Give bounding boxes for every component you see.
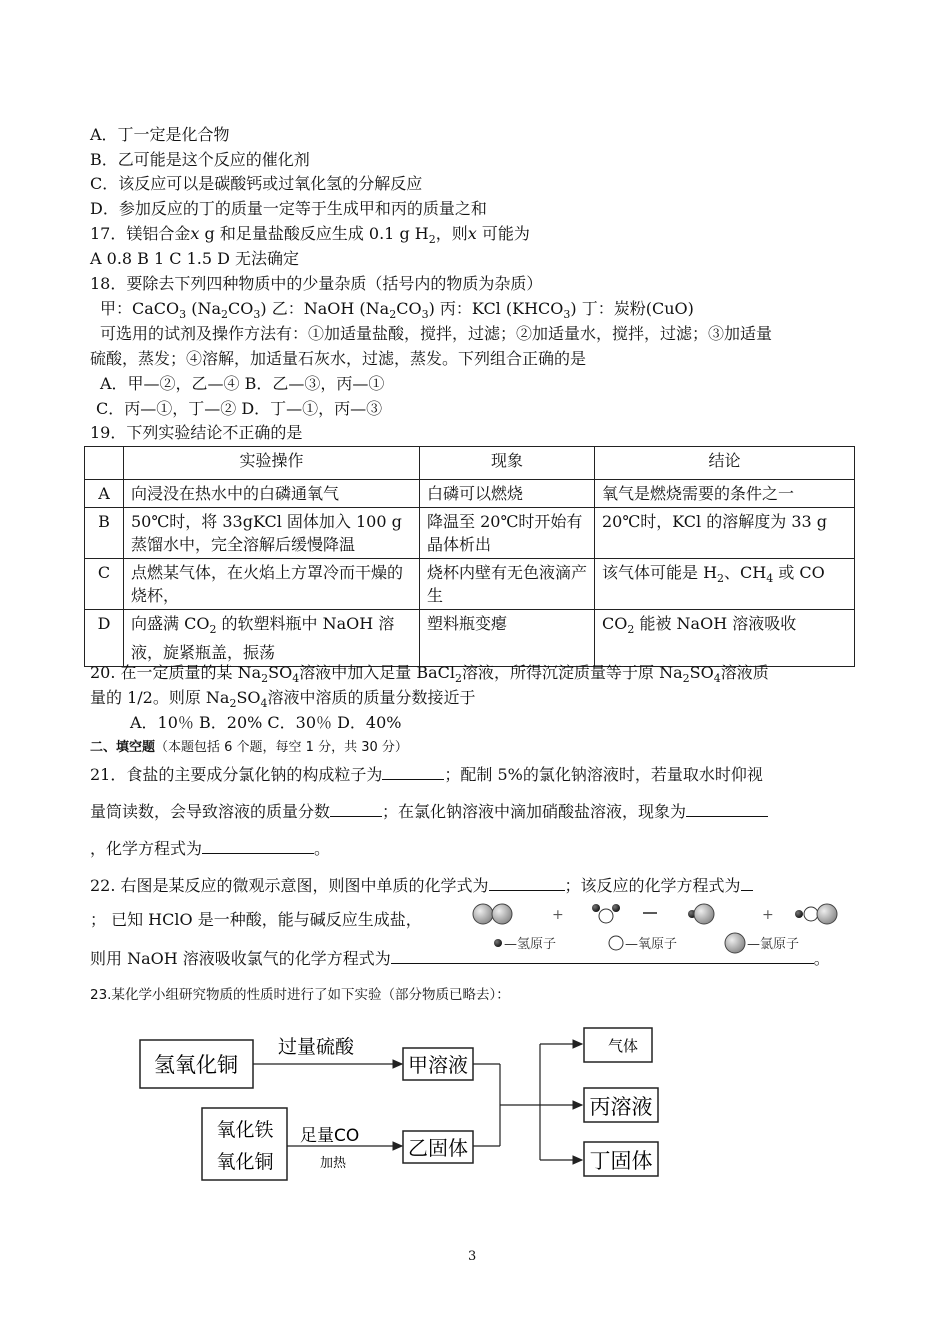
q23-stem: 23.某化学小组研究物质的性质时进行了如下实验（部分物质已略去）： [90, 987, 510, 1003]
plus-sign: + [552, 907, 564, 923]
page-number: 3 [468, 1249, 477, 1264]
q16-option-c: C．该反应可以是碳酸钙或过氧化氢的分解反应 [90, 174, 423, 193]
table-row: B 50℃时，将 33gKCl 固体加入 100 g 蒸馏水中，完全溶解后缓慢降温 降温至 20℃时开始有晶体析出 20℃时，KCl 的溶解度为 33 g [85, 508, 855, 559]
q17-stem: 17．镁铝合金x g 和足量盐酸反应生成 0.1 g $H_2$，则x 可能为 [90, 224, 530, 247]
label-solution-jia: 甲溶液 [408, 1053, 468, 1077]
section-title: 二、填空题（本题包括 6 个题，每空 1 分，共 30 分） [90, 740, 408, 755]
answer-blank[interactable] [741, 873, 753, 891]
hydrogen-atom-icon [494, 939, 502, 947]
q17-options: A 0.8 B 1 C 1.5 D 无法确定 [90, 249, 300, 268]
q21-line2: 量筒读数，会导致溶液的质量分数 ；在氯化钠溶液中滴加硝酸盐溶液，现象为 [90, 799, 768, 823]
header-phenomenon: 现象 [420, 447, 595, 480]
label-excess-sulfuric-acid: 过量硫酸 [278, 1036, 355, 1058]
label-iron-oxide: 氧化铁 [216, 1119, 274, 1141]
answer-blank[interactable] [330, 799, 382, 817]
q19-table [84, 446, 855, 667]
chlorine-atom-icon [725, 933, 745, 953]
table-row: C 点燃某气体，在火焰上方罩冷而干燥的烧杯， 烧杯内壁有无色液滴产生 该气体可能是 $H_2$、$CH_4$ 或 CO [85, 559, 855, 610]
q20-line1: 20. 在一定质量的某 $Na_2SO_4$溶液中加入足量 BaCl$_2$溶液，所得沉淀质量等于原 $Na_2SO_4$溶液质 [90, 663, 769, 686]
q16-option-a: A．丁一定是化合物 [90, 125, 230, 144]
q18-options-ab: A．甲—②，乙—④ B．乙—③，丙—① [100, 374, 385, 393]
q18-stem: 18．要除去下列四种物质中的少量杂质（括号内的物质为杂质） [90, 274, 543, 293]
plus-sign: + [762, 907, 774, 923]
oxygen-atom-icon [609, 936, 623, 950]
label-solution-bing: 丙溶液 [589, 1095, 653, 1119]
table-header-row [85, 447, 855, 480]
hclo-molecule [795, 904, 837, 924]
label-copper-oxide: 氧化铜 [216, 1151, 274, 1173]
label-solid-yi: 乙固体 [408, 1136, 468, 1160]
q20-options: A．10％ B．20% C．30％ D．40% [130, 713, 402, 732]
q21-line1: 21．食盐的主要成分氯化钠的构成粒子为 ；配制 5%的氯化钠溶液时，若量取水时仰视 [90, 762, 763, 786]
header-conclusion: 结论 [595, 447, 855, 480]
hcl-molecule [688, 904, 714, 924]
label-copper-hydroxide: 氢氧化铜 [154, 1053, 238, 1077]
label-solid-ding: 丁固体 [589, 1149, 653, 1173]
h2o-molecule [592, 904, 620, 923]
legend-oxygen: —氧原子 [625, 937, 678, 952]
answer-blank[interactable] [202, 836, 314, 854]
q20-line2: 量的 1/2。则原 $Na_2SO_4$溶液中溶质的质量分数接近于 [90, 688, 476, 711]
table-row: D 向盛满 $CO_2$ 的软塑料瓶中 NaOH 溶液，旋紧瓶盖，振荡 塑料瓶变瘪 $CO_2$ 能被 NaOH 溶液吸收 [85, 610, 855, 667]
answer-blank[interactable] [686, 799, 768, 817]
q23-flowchart [130, 1020, 670, 1190]
table-row: A 向浸没在热水中的白磷通氧气 白磷可以燃烧 氧气是燃烧需要的条件之一 [85, 480, 855, 508]
q18-options-cd: C．丙—①，丁—② D．丁—①，丙—③ [96, 399, 383, 418]
q18-substances: 甲：CaCO$_3$ $(Na_2CO_3)$ 乙：NaOH $(Na_2CO_3)$ 丙：KCl $(KHCO_3)$ 丁：炭粉(CuO) [100, 299, 694, 322]
q18-reagents-line2: 硫酸，蒸发；④溶解，加适量石灰水，过滤，蒸发。下列组合正确的是 [90, 349, 587, 368]
q22-line1: 22. 右图是某反应的微观示意图，则图中单质的化学式为 ；该反应的化学方程式为 [90, 873, 753, 897]
header-operation: 实验操作 [124, 447, 420, 480]
label-heating: 加热 [320, 1156, 347, 1171]
answer-blank[interactable] [489, 873, 565, 891]
legend-chlorine: —氯原子 [747, 937, 800, 952]
q22-line2: ； 已知 HClO 是一种酸，能与碱反应生成盐， [90, 910, 422, 929]
q16-option-d: D．参加反应的丁的质量一定等于生成甲和丙的质量之和 [90, 199, 487, 218]
q22-line3: 则用 NaOH 溶液吸收氯气的化学方程式为 。 [90, 946, 830, 970]
q19-stem: 19．下列实验结论不正确的是 [90, 423, 303, 442]
q21-line3: ，化学方程式为 。 [90, 836, 330, 860]
cl2-molecule [473, 904, 512, 924]
label-excess-co: 足量CO [300, 1126, 360, 1146]
legend-hydrogen: —氢原子 [504, 937, 557, 952]
q18-reagents-line1: 可选用的试剂及操作方法有：①加适量盐酸，搅拌，过滤；②加适量水，搅拌，过滤；③加适量 [100, 324, 773, 343]
reaction-micro-diagram [465, 896, 850, 958]
q16-option-b: B．乙可能是这个反应的催化剂 [90, 150, 310, 169]
label-gas: 气体 [608, 1037, 639, 1055]
answer-blank[interactable] [382, 762, 444, 780]
